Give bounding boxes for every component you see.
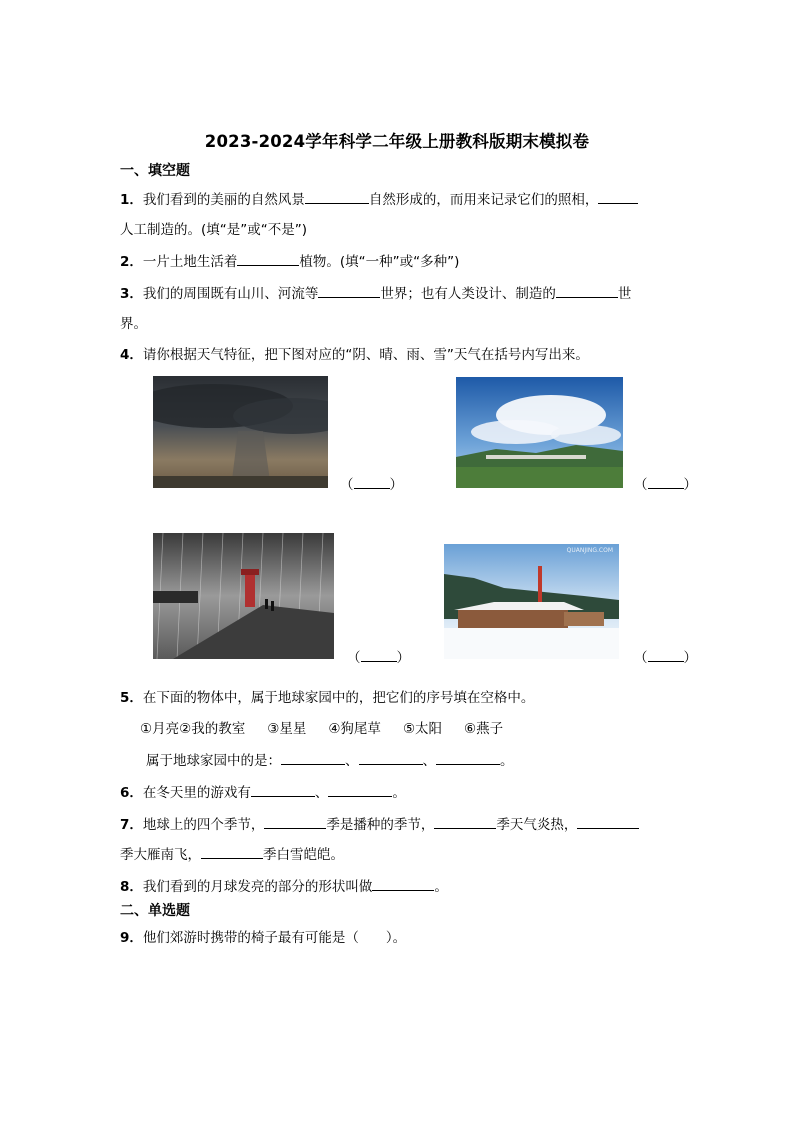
answer-paren-1[interactable]: （ ） xyxy=(340,473,403,493)
answer-blank[interactable] xyxy=(556,283,618,298)
question-3-line-2: 界。 xyxy=(120,316,147,332)
answer-blank[interactable] xyxy=(434,814,496,829)
question-5-answer-line: 属于地球家园中的是： 、 、 。 xyxy=(146,749,514,769)
answer-blank[interactable] xyxy=(264,814,326,829)
question-5-options xyxy=(140,717,503,737)
rainy-pier-photo xyxy=(153,533,334,659)
answer-blank[interactable] xyxy=(598,189,638,204)
question-7-line-1: 7．地球上的四个季节， 季是播种的季节， 季天气炎热， xyxy=(120,813,639,833)
option-item: ④狗尾草 xyxy=(328,721,381,737)
answer-blank[interactable] xyxy=(281,750,345,765)
snowy-village-photo xyxy=(444,544,619,659)
answer-blank[interactable] xyxy=(237,251,299,266)
option-item: ⑤太阳 xyxy=(402,721,443,737)
answer-blank[interactable] xyxy=(305,189,369,204)
option-item: ①月亮 xyxy=(140,721,180,737)
question-1-line-2: 人工制造的。(填“是”或“不是”) xyxy=(120,222,308,238)
answer-blank[interactable] xyxy=(436,750,500,765)
question-9: 9．他们郊游时携带的椅子最有可能是（ ）。 xyxy=(120,930,407,946)
option-item: ③星星 xyxy=(267,721,307,737)
answer-blank[interactable] xyxy=(251,782,315,797)
answer-blank[interactable] xyxy=(372,876,434,891)
section-fill-in-title: 一、填空题 xyxy=(120,163,190,179)
answer-blank[interactable] xyxy=(201,844,263,859)
answer-blank[interactable] xyxy=(577,814,639,829)
option-item: ⑥燕子 xyxy=(464,721,504,737)
answer-paren-2[interactable]: （ ） xyxy=(634,473,697,493)
question-8: 8．我们看到的月球发亮的部分的形状叫做 。 xyxy=(120,875,448,895)
page-title: 2023-2024学年科学二年级上册教科版期末模拟卷 xyxy=(204,132,590,151)
question-1-line-1: 1．我们看到的美丽的自然风景 自然形成的，而用来记录它们的照相， xyxy=(120,188,638,208)
sunny-sky-photo xyxy=(456,377,623,488)
question-5: 5．在下面的物体中，属于地球家园中的，把它们的序号填在空格中。 xyxy=(120,690,535,706)
photo-watermark: QUANJING.COM xyxy=(566,547,613,554)
answer-paren-3[interactable]: （ ） xyxy=(347,646,410,666)
rain-cloud-photo xyxy=(153,376,328,488)
question-6: 6．在冬天里的游戏有 、 。 xyxy=(120,781,406,801)
answer-blank[interactable] xyxy=(318,283,380,298)
answer-blank[interactable] xyxy=(328,782,392,797)
section-single-choice-title: 二、单选题 xyxy=(120,903,190,919)
option-item: ②我的教室 xyxy=(179,721,246,737)
question-2: 2．一片土地生活着 植物。(填“一种”或“多种”) xyxy=(120,250,459,270)
answer-blank[interactable] xyxy=(359,750,423,765)
question-3-line-1: 3．我们的周围既有山川、河流等 世界；也有人类设计、制造的 世 xyxy=(120,282,631,302)
question-7-line-2: 季大雁南飞， 季白雪皑皑。 xyxy=(120,843,344,863)
question-4: 4．请你根据天气特征，把下图对应的“阴、晴、雨、雪”天气在括号内写出来。 xyxy=(120,347,589,363)
answer-paren-4[interactable]: （ ） xyxy=(634,646,697,666)
